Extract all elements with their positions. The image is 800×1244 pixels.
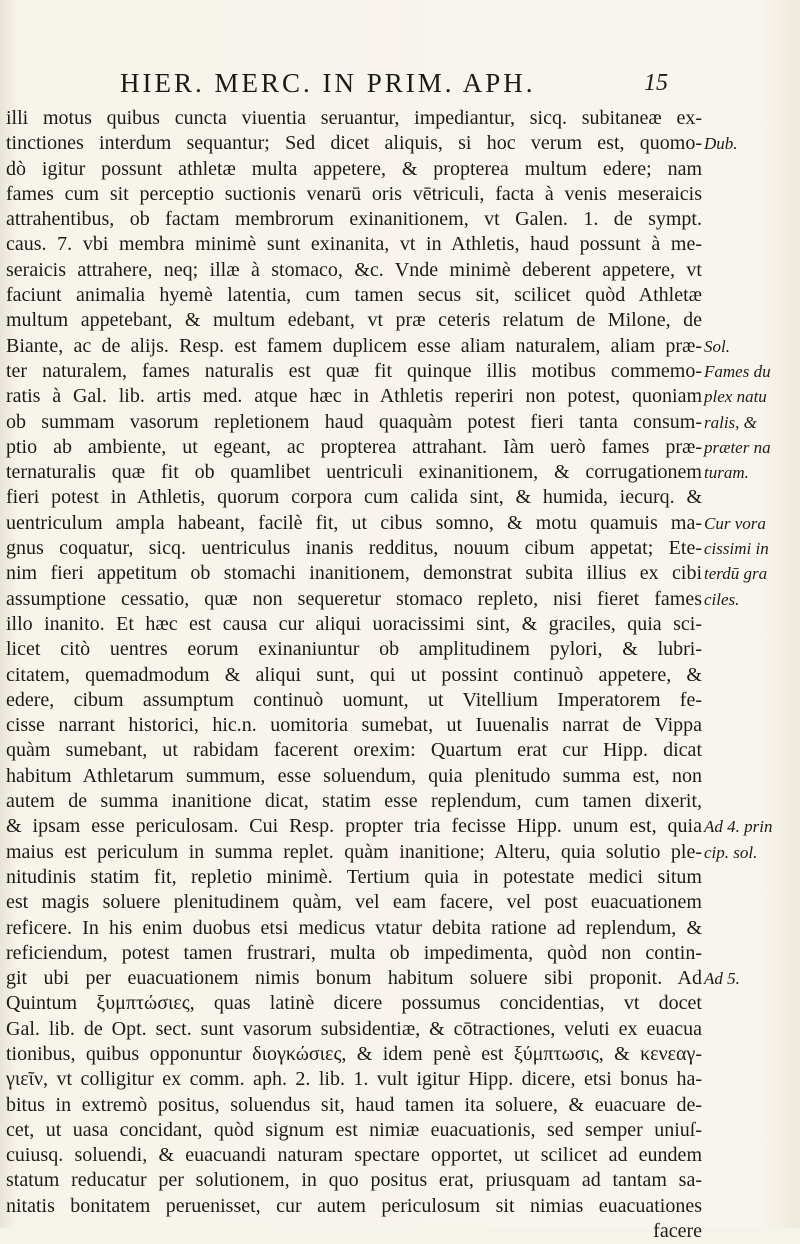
text-line: git ubi per euacuationem nimis bonum habitum soluere sibi proponit. Ad (6, 967, 702, 990)
text-line: Biante, ac de alijs. Resp. est famem duplicem esse aliam naturalem, aliam præ- (6, 334, 702, 357)
margin-note-line: Ad 4. prin (704, 817, 773, 837)
margin-note-line: præter na (704, 437, 771, 457)
text-line: dò igitur possunt athletæ multa appetere, & propterea multum edere; nam (6, 157, 702, 180)
text-line: gnus coquatur, sicq. uentriculus inanis redditus, nouum cibum appetat; Ete- (6, 537, 702, 560)
margin-note (704, 334, 798, 359)
text-line: licet citò uentres eorum exinaniuntur ob amplitudinem pylori, & lubri- (6, 638, 702, 661)
page-header (0, 68, 800, 102)
text-line: ternaturalis quæ fit ob quamlibet uentriculi exinanitionem, & corrugationem (6, 461, 702, 484)
margin-note-line: ciles. (704, 589, 740, 609)
text-line: ratis à Gal. lib. artis med. atque hæc in Athletis reperiri non potest, quoniam (6, 385, 702, 408)
body-text (6, 106, 702, 1244)
margin-note-line: Sol. (704, 336, 730, 356)
margin-note-line: Cur vora (704, 513, 766, 533)
text-line: caus. 7. vbi membra minimè sunt exinanita, vt in Athletis, haud possunt à me- (6, 233, 702, 256)
margin-note (704, 131, 798, 156)
text-line: ter naturalem, fames naturalis est quæ fit quinque illis motibus commemo- (6, 359, 702, 382)
margin-note-line: cip. sol. (704, 842, 758, 862)
margin-note (704, 359, 798, 485)
margin-note (704, 966, 798, 991)
text-line: edere, cibum assumptum continuò uomunt, ut Vitellium Imperatorem fe- (6, 688, 702, 711)
text-line: uentriculum ampla habeant, facilè fit, ut cibus somno, & motu quamuis ma- (6, 511, 702, 534)
text-line: autem de summa inanitione dicat, statim esse replendum, cum tamen dixerit, (6, 790, 702, 813)
margin-note-line: cissimi in (704, 539, 769, 559)
text-line: & ipsam esse periculosam. Cui Resp. propter tria fecisse Hipp. unum est, quia (6, 815, 702, 838)
text-line: cisse narrant historici, hic.n. uomitoria sumebat, ut Iuuenalis narrat de Vippa (6, 714, 702, 737)
text-line: tionibus, quibus opponuntur διογκώσιες, & idem penè est ξύμπτωσις, & κενεαγ- (6, 1042, 702, 1065)
text-line: seraicis attrahere, neq; illæ à stomaco, &c. Vnde minimè deberent appetere, vt (6, 258, 702, 281)
text-line: nitudinis statim fit, repletio minimè. Tertium quia in potestate medici situm (6, 865, 702, 888)
text-line: ob summam vasorum repletionem haud quaquàm potest fieri tanta consum- (6, 410, 702, 433)
margin-note-line: Dub. (704, 134, 738, 154)
margin-note (704, 814, 798, 865)
text-line: reficere. In his enim duobus etsi medicus vtatur debita ratione ad replendum, & (6, 916, 702, 939)
text-line: nitatis bonitatem peruenisset, cur autem periculosum sit nimias euacuationes (6, 1194, 702, 1217)
text-line: habitum Athletarum summum, esse soluendum, quia plenitudo summa est, non (6, 764, 702, 787)
text-line: assumptione cessatio, quæ non sequeretur stomaco repleto, nisi fieret fames (6, 587, 702, 610)
text-line: multum appetebant, & multum edebant, vt præ ceteris relatum de Milone, de (6, 309, 702, 332)
margin-note-line: Fames du (704, 362, 771, 381)
text-line: bitus in extremò positus, soluendus sit, haud tamen ita soluere, & euacuare de- (6, 1093, 702, 1116)
text-line: Gal. lib. de Opt. sect. sunt vasorum subsidentiæ, & cōtractiones, veluti ex euacua (6, 1017, 702, 1040)
text-line: fieri potest in Athletis, quorum corpora cum calida sint, & humida, iecurq. & (6, 486, 702, 509)
margin-note-line: turam. (704, 463, 749, 483)
text-line: tinctiones interdum sequantur; Sed dicet aliquis, si hoc verum est, quomo- (6, 132, 702, 155)
text-line: cet, ut uasa concidant, quòd signum est nimiæ euacuationis, sed semper uniuſ- (6, 1118, 702, 1141)
text-line: fames cum sit perceptio suctionis venarū oris vētriculi, facta à venis meseraicis (6, 182, 702, 205)
text-line: Quintum ξυμπτώσιες, quas latinè dicere possumus concidentias, vt docet (6, 992, 702, 1015)
text-line: illo inanito. Et hæc est causa cur aliqui uoracissimi sint, & graciles, quia sci- (6, 612, 702, 635)
text-line: illi motus quibus cuncta viuentia seruantur, impediantur, sicq. subitaneæ ex- (6, 107, 702, 129)
text-line: quàm sumebant, ut rabidam facerent orexim: Quartum erat cur Hipp. dicat (6, 739, 702, 762)
margin-note-line: ralis, & (704, 412, 757, 432)
margin-note (704, 511, 798, 612)
page-number: 15 (644, 70, 668, 96)
text-line: est magis soluere plenitudinem quàm, vel eam facere, vel post euacuationem (6, 891, 702, 914)
text-line: statum reducatur per solutionem, in quo positus erat, priusquam ad tantam sa- (6, 1169, 702, 1192)
running-head: HIER. MERC. IN PRIM. APH. (120, 68, 536, 98)
text-line: reficiendum, potest tamen frustrari, multa ob impedimenta, quòd non contin- (6, 941, 702, 964)
text-line: nim fieri appetitum ob stomachi inanitionem, demonstrat subita illius ex cibi (6, 562, 702, 585)
text-line: cuiusq. soluendi, & euacuandi naturam spectare opportet, ut scilicet ad eundem (6, 1144, 702, 1167)
text-line: faciunt animalia hyemè latentia, cum tamen secus sit, scilicet quòd Athletæ (6, 284, 702, 307)
text-line: maius est periculum in summa replet. quàm inanitione; Alteru, quia solutio ple- (6, 840, 702, 863)
margin-note-line: Ad 5. (704, 969, 740, 989)
margin-note-line: terdū gra (704, 564, 768, 584)
text-line: γιεῖν, vt colligitur ex comm. aph. 2. lib. 1. vult igitur Hipp. dicere, etsi bonus ha- (6, 1068, 702, 1091)
text-line: attrahentibus, ob factam membrorum exinanitionem, vt Galen. 1. de sympt. (6, 208, 702, 231)
text-line: citatem, quemadmodum & aliqui sunt, qui ut possint continuò appetere, & (6, 663, 702, 686)
text-line: ptio ab ambiente, ut egeant, ac propterea attrahant. Iàm uerò fames præ- (6, 435, 702, 458)
text-line: facere (653, 1220, 702, 1243)
margin-note-line: plex natu (704, 387, 767, 407)
